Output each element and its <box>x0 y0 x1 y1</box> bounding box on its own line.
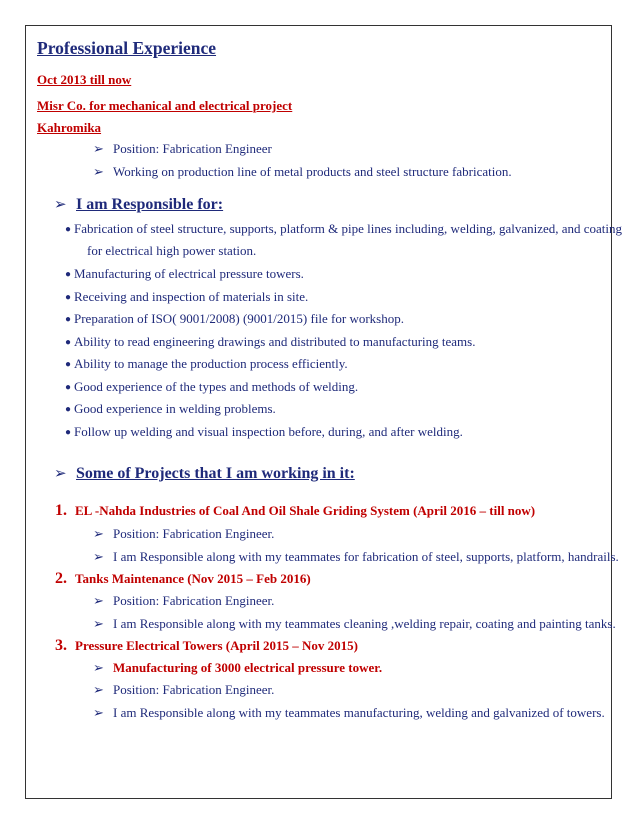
list-item: ● Ability to read engineering drawings and distributed to manufacturing teams. <box>65 334 476 349</box>
arrow-icon: ➢ <box>93 660 104 675</box>
project-item: ➢ Position: Fabrication Engineer. <box>93 593 275 608</box>
list-item: ● Good experience in welding problems. <box>65 401 276 416</box>
role-item: ➢ Working on production line of metal products and steel structure fabrication. <box>93 164 512 179</box>
arrow-icon: ➢ <box>93 526 104 541</box>
list-item: ● Manufacturing of electrical pressure towers. <box>65 266 304 281</box>
project-item: ➢ Position: Fabrication Engineer. <box>93 526 275 541</box>
bullet-icon: ● <box>65 404 72 415</box>
project-item: ➢ Position: Fabrication Engineer. <box>93 682 275 697</box>
project-title: 3. Pressure Electrical Towers (April 2015 – Nov 2015) <box>55 637 358 654</box>
company-name: Misr Co. for mechanical and electrical project <box>37 98 293 113</box>
project-item: ➢ I am Responsible along with my teammates manufacturing, welding and galvanized of towers. <box>93 705 605 720</box>
client-name: Kahromika <box>37 120 102 135</box>
arrow-icon: ➢ <box>54 197 67 213</box>
bullet-icon: ● <box>65 359 72 370</box>
arrow-icon: ➢ <box>93 705 104 720</box>
role-item: ➢ Position: Fabrication Engineer <box>93 141 272 156</box>
list-item: ● Good experience of the types and methods of welding. <box>65 379 359 394</box>
arrow-icon: ➢ <box>93 549 104 564</box>
arrow-icon: ➢ <box>93 616 104 631</box>
projects-heading: ➢ Some of Projects that I am working in it: <box>54 465 355 482</box>
bullet-icon: ● <box>65 224 72 235</box>
list-item: ● Receiving and inspection of materials in site. <box>65 289 309 304</box>
list-item: ● Preparation of ISO( 9001/2008) (9001/2015) file for workshop. <box>65 311 404 326</box>
project-title: 1. EL -Nahda Industries of Coal And Oil Shale Griding System (April 2016 – till now) <box>55 502 536 519</box>
arrow-icon: ➢ <box>93 593 104 608</box>
bullet-icon: ● <box>65 292 72 303</box>
list-item-continuation: for electrical high power station. <box>87 243 257 258</box>
bullet-icon: ● <box>65 314 72 325</box>
arrow-icon: ➢ <box>54 466 67 482</box>
project-title: 2. Tanks Maintenance (Nov 2015 – Feb 2016) <box>55 570 311 587</box>
list-item: ● Ability to manage the production process efficiently. <box>65 356 348 371</box>
responsible-heading: ➢ I am Responsible for: <box>54 196 224 213</box>
arrow-icon: ➢ <box>93 141 104 156</box>
bullet-icon: ● <box>65 427 72 438</box>
project-item: ➢ I am Responsible along with my teammates cleaning ,welding repair, coating and painting tanks. <box>93 616 616 631</box>
bullet-icon: ● <box>65 337 72 348</box>
list-item: ● Follow up welding and visual inspection before, during, and after welding. <box>65 424 463 439</box>
list-item: ● Fabrication of steel structure, supports, platform & pipe lines including, welding, galvanized, and coating <box>65 221 623 236</box>
page-title: Professional Experience <box>37 38 217 58</box>
arrow-icon: ➢ <box>93 682 104 697</box>
arrow-icon: ➢ <box>93 164 104 179</box>
bullet-icon: ● <box>65 382 72 393</box>
bullet-icon: ● <box>65 269 72 280</box>
period: Oct 2013 till now <box>37 72 132 87</box>
project-item: ➢ I am Responsible along with my teammates for fabrication of steel, supports, platform, handrails. <box>93 549 619 564</box>
project-item: ➢ Manufacturing of 3000 electrical pressure tower. <box>93 660 383 675</box>
